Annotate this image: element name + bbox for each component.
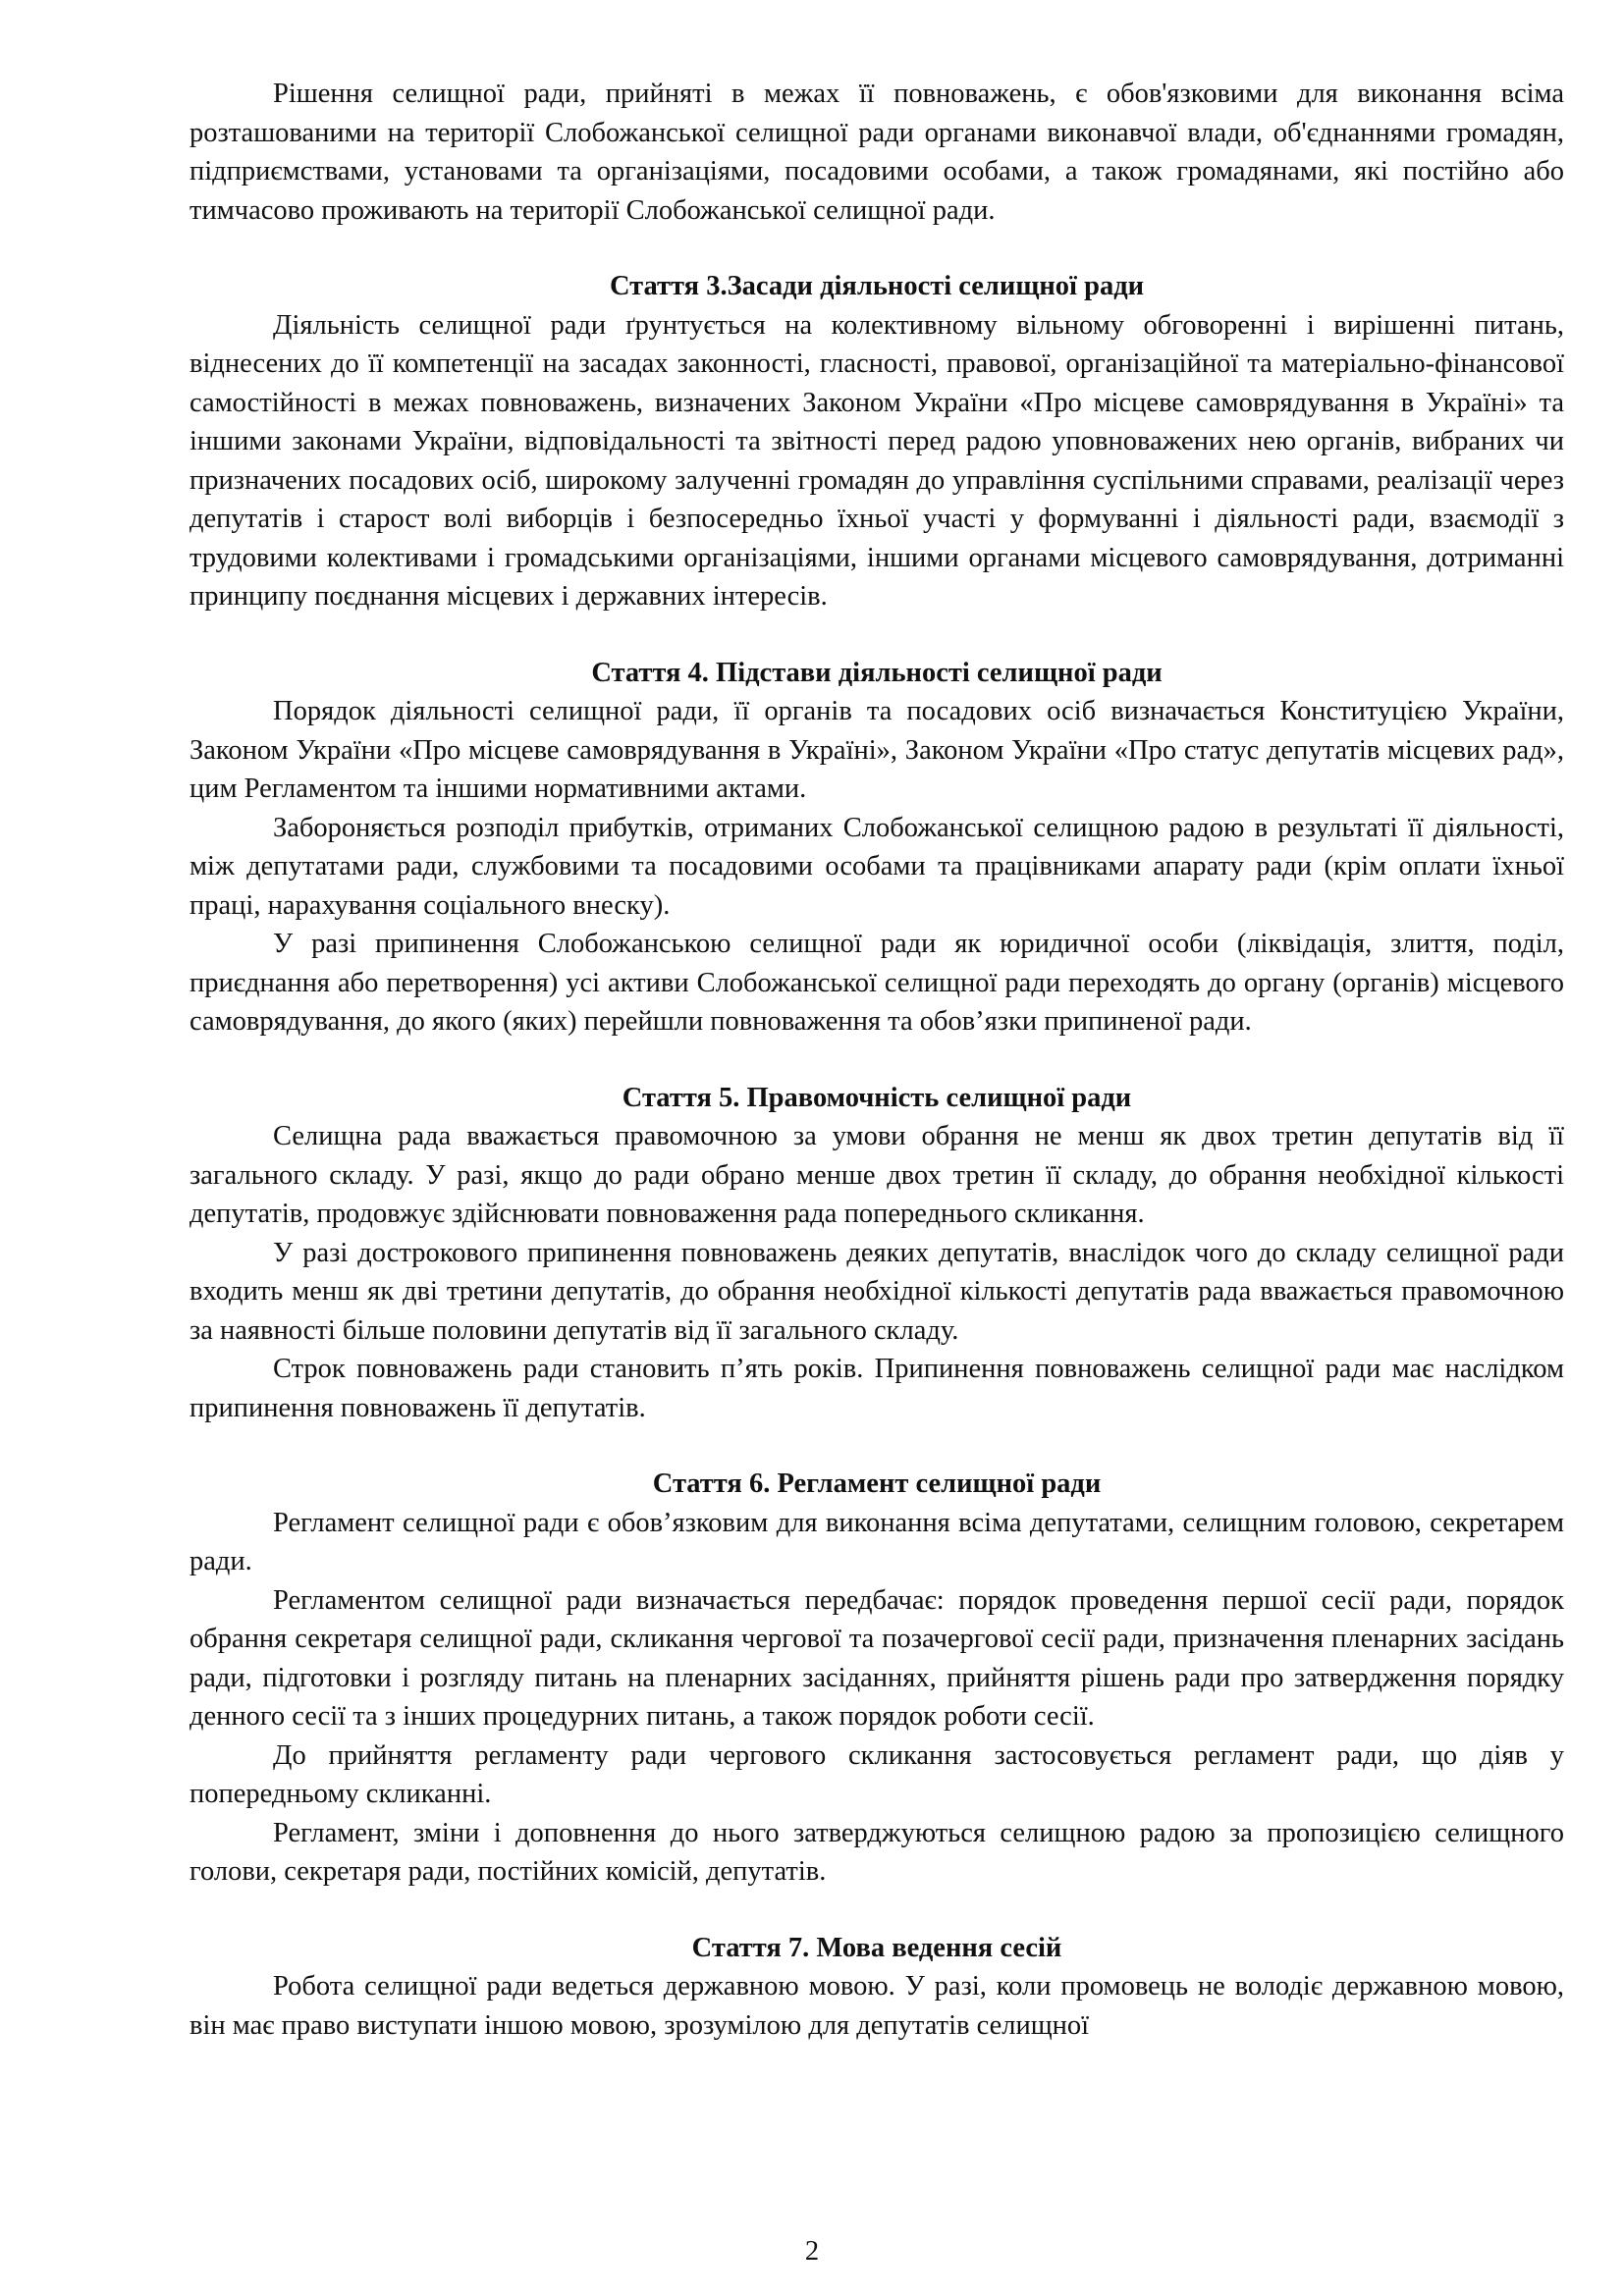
article-heading: Стаття 6. Регламент селищної ради <box>652 1468 1102 1499</box>
paragraph: У разі припинення Слобожанською селищної ради як юридичної особи (ліквідація, злиття, поділ, приєднання або перетворення) усі активи Слобожанської селищної ради переходять до органу (органів) місцевого самоврядування, до якого (яких) перейшли повноваження та обов’язки припиненої ради. <box>189 929 1564 1037</box>
intro-section <box>189 75 1564 230</box>
article-5-section <box>189 1079 1564 1428</box>
article-heading: Стаття 5. Правомочність селищної ради <box>622 1082 1132 1113</box>
document-page <box>189 75 1564 2045</box>
paragraph: Селищна рада вважається правомочною за умови обрання не менш як двох третин депутатів від її загального складу. У разі, якщо до ради обрано менше двох третин її складу, до обрання необхідної кількості депутатів, продовжує здійснювати повноваження рада попереднього скликання. <box>189 1121 1564 1229</box>
paragraph: Робота селищної ради ведеться державною мовою. У разі, коли промовець не володіє державною мовою, він має право виступати іншою мовою, зрозумілою для депутатів селищної <box>189 1971 1564 2041</box>
article-6-section <box>189 1465 1564 1892</box>
paragraph: Регламентом селищної ради визначається передбачає: порядок проведення першої сесії ради, порядок обрання секретаря селищної ради, скликання чергової та позачергової сесії ради, призначення пленарних засідань ради, підготовки і розгляду питань на пленарних засіданнях, прийняття рішень ради про затвердження порядку денного сесії та з інших процедурних питань, а також порядок роботи сесії. <box>189 1584 1564 1732</box>
paragraph: Строк повноважень ради становить п’ять років. Припинення повноважень селищної ради має наслідком припинення повноважень її депутатів. <box>189 1354 1564 1423</box>
paragraph: Регламент, зміни і доповнення до нього затверджуються селищною радою за пропозицією селищного голови, секретаря ради, постійних комісій, депутатів. <box>189 1817 1564 1887</box>
article-4-section <box>189 654 1564 1041</box>
page-number: 2 <box>804 2236 820 2267</box>
article-heading: Стаття 4. Підстави діяльності селищної ради <box>591 657 1163 688</box>
article-heading: Стаття 3.Засади діяльності селищної ради <box>609 271 1145 301</box>
paragraph: До прийняття регламенту ради чергового скликання застосовується регламент ради, що діяв у попередньому скликанні. <box>189 1739 1564 1809</box>
paragraph: Порядок діяльності селищної ради, її органів та посадових осіб визначається Конституцією України, Законом України «Про місцеве самоврядування в Україні», Законом України «Про статус депутатів місцевих рад», цим Регламентом та іншими нормативними актами. <box>189 696 1564 804</box>
article-heading: Стаття 7. Мова ведення сесій <box>691 1932 1062 1963</box>
paragraph: Рішення селищної ради, прийняті в межах її повноважень, є обов'язковими для виконання всіма розташованими на території Слобожанської селищної ради органами виконавчої влади, об'єднаннями громадян, підприємствами, установами та організаціями, посадовими особами, а також громадянами, які постійно або тимчасово проживають на території Слобожанської селищної ради. <box>189 79 1564 226</box>
article-3-section <box>189 267 1564 616</box>
paragraph: Регламент селищної ради є обов’язковим для виконання всіма депутатами, селищним головою, секретарем ради. <box>189 1507 1564 1576</box>
paragraph: Діяльність селищної ради ґрунтується на колективному вільному обговоренні і вирішенні питань, віднесених до її компетенції на засадах законності, гласності, правової, організаційної та матеріально-фінансової самостійності в межах повноважень, визначених Законом України «Про місцеве самоврядування в Україні» та іншими законами України, відповідальності та звітності перед радою уповноважених нею органів, вибраних чи призначених посадових осіб, широкому залученні громадян до управління суспільними справами, реалізації через депутатів і старост волі виборців і безпосередньо їхньої участі у формуванні і діяльності ради, взаємодії з трудовими колективами і громадськими організаціями, іншими органами місцевого самоврядування, дотриманні принципу поєднання місцевих і державних інтересів. <box>189 309 1564 612</box>
article-7-section <box>189 1929 1564 2046</box>
paragraph: У разі дострокового припинення повноважень деяких депутатів, внаслідок чого до складу селищної ради входить менш як дві третини депутатів, до обрання необхідної кількості депутатів рада вважається правомочною за наявності більше половини депутатів від її загального складу. <box>189 1237 1564 1346</box>
paragraph: Забороняється розподіл прибутків, отриманих Слобожанської селищною радою в результаті її діяльності, між депутатами ради, службовими та посадовими особами та працівниками апарату ради (крім оплати їхньої праці, нарахування соціального внеску). <box>189 812 1564 921</box>
